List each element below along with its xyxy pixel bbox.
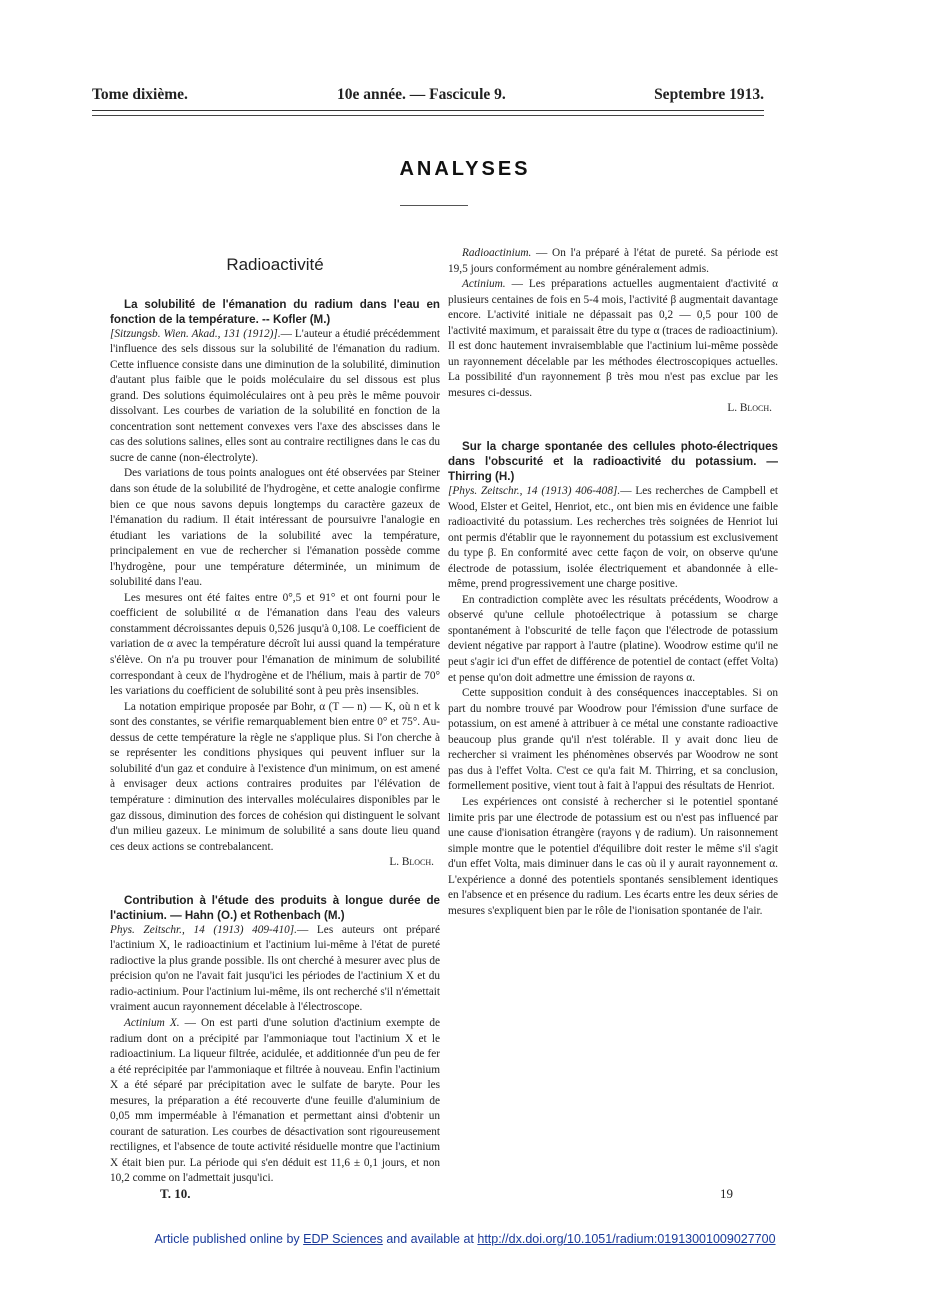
article-3-heading: Sur la charge spontanée des cellules photo-électriques dans l'obscurité et la radioactivité du potassium. — Thirring (H.) [448, 440, 778, 484]
article-1-paragraph-2: Des variations de tous points analogues ont été observées par Steiner dans son étude de la solubilité de l'hydrogène, et cette analogie confirme bien ce que nous savons depuis longtemps du caractère gazeux de l'émanation du radium. Il était intéressant de poursuivre l'analogie en étudiant les variations de la solubilité avec la température, principalement en vue de rechercher si l'émanation possède comme l'hydrogène, pour une température déterminée, un minimum de solubilité dans l'eau. [110, 467, 440, 589]
section-title: Radioactivité [226, 255, 324, 274]
footer-page-number: 19 [720, 1186, 733, 1201]
footer-volume: T. 10. [160, 1186, 191, 1201]
article-2-paragraph-3 [448, 246, 778, 277]
article-1-paragraph-4: La notation empirique proposée par Bohr, α (T — n) — K, où n et k sont des constantes, se vérifie remarquablement bien entre 0° et 75°. Au-dessus de cette température la règle ne s'applique plus. Si l'on cherche à se représenter les conditions physiques qui peuvent influer sur la solubilité d'un gaz et conduire à l'existence d'un minimum, on est amené à envisager deux actions contraires produites par l'élévation de température : diminution des intervalles moléculaires disponibles par le gaz dissous, diminution des forces de cohésion qui distinguent le solvant d'un milieu gazeux. Le minimum de solubilité a sans doute lieu quand ces deux actions se contrebalancent. [110, 700, 440, 853]
header-date: Septembre 1913. [654, 86, 764, 103]
article-1-text-1: — L'auteur a étudié précédemment l'influence des sels dissous sur la solubilité de l'émanation du radium. Cette influence consiste dans une diminution de la solubilité, diminution d'autant plus faible que le poids moléculaire du sel dissous est plus grand. Des solutions équimoléculaires ont à peu près le même pouvoir dissolvant. Les courbes de variation de la solubilité en fonction de la concentration sont nettement convexes vers l'axe des abscisses dans le cas des solutions salines, elles sont au contraire rectilignes dans le cas du sucre de canne (non-électrolyte). [110, 327, 440, 464]
header-issue: 10e année. — Fascicule 9. [337, 86, 506, 103]
article-3-paragraph [448, 484, 778, 593]
title-divider [400, 205, 468, 206]
article-2-paragraph [110, 923, 440, 1016]
article-3-text-1: — Les recherches de Campbell et Wood, Elster et Geitel, Henriot, etc., ont bien mis en évidence une faible radioactivité du potassium. Les recherches très soignées de Henriot lui ont permis d'établir que le rayonnement du potassium est exclusivement du type β. En conformité avec cette façon de voir, on observe qu'une électrode de potassium, isolée électriquement et abandonnée à elle-même, prend progressivement une charge positive. [448, 485, 778, 591]
article-1-paragraph [110, 327, 440, 467]
header-rule-thick [92, 110, 764, 111]
article-3-paragraph-4: Les expériences ont consisté à rechercher si le potentiel spontané limite pris par une électrode de potassium est ou n'est pas influencé par une cause d'ionisation étrangère (rayons γ de radium). Un raisonnement simple montre que le potentiel d'équilibre doit rester le même s'il s'agit d'un effet Volta, mais diminuer dans le cas où il y aurait rayonnement α. L'expérience a donné des potentiels spontanés sensiblement identiques en l'absence et en présence du radium. Les écarts entre les deux séries de mesures s'expliquent bien par le rôle de l'ionisation spontanée de l'air. [448, 795, 778, 917]
article-2-signature: L. Bloch. [727, 402, 772, 415]
spacer [110, 871, 440, 893]
article-2-heading: Contribution à l'étude des produits à longue durée de l'actinium. — Hahn (O.) et Rothenbach (M.) [110, 893, 440, 922]
notice-prefix: Article published online by [154, 1232, 300, 1246]
article-2-label-actinium: Actinium. [462, 278, 506, 291]
doi-link[interactable]: http://dx.doi.org/10.1051/radium:01913001009027700 [477, 1232, 776, 1246]
article-2-text-2: — On est parti d'une solution d'actinium exempte de radium dont on a précipité par l'ammoniaque tout l'actinium X et le radioactinium. La liqueur filtrée, acidulée, et additionnée d'un peu de fer a été reprécipitée par l'ammoniaque et filtrée à nouveau. Enfin l'actinium X a été séparé par précipitation avec le sulfate de baryte. Pour les mesures, la préparation a été recouverte d'une feuille d'aluminium de 0,05 mm imperméable à l'émanation et permettant ainsi d'obtenir un courant de saturation. Les courbes de désactivation sont rigoureusement rectilignes, et l'absence de toute activité résiduelle montre que l'actinium X était bien pur. La période qui s'en déduit est 11,6 ± 0,1 jours, et non 10,2 comme on l'admettait jusqu'ici. [110, 1016, 440, 1185]
article-1-paragraph-3: Les mesures ont été faites entre 0°,5 et 91° et ont fourni pour le coefficient de solubilité α de l'émanation dans l'eau des valeurs constamment décroissantes depuis 0,526 jusqu'à 0,108. Le coefficient de variation de α avec la température décroît lui aussi quand la température s'élève. On n'a pu trouver pour l'émanation de minimum de solubilité correspondant à ceux de l'hydrogène et de l'hélium, mais à partir de 70° les variations du coefficient de solubilité sont à peu près insensibles. [110, 591, 440, 698]
article-2-text-1: — Les auteurs ont préparé l'actinium X, le radioactinium et l'actinium lui-même à l'état de pureté radioctive la plus grande possible. Ils ont cherché à mesurer avec plus de précision qu'on ne l'avait fait jusqu'ici les périodes de l'actinium X et du radio-actinium. Pour l'actinium lui-même, ils ont recherché s'il n'émettait vraiment aucun rayonnement décelable à l'électroscope. [110, 923, 440, 1014]
article-3-paragraph-3: Cette supposition conduit à des conséquences inacceptables. Si on part du nombre trouvé par Woodrow pour l'émission d'une surface de potassium, on est amené à attribuer à ce métal une constante radioactive beaucoup plus grande qu'il n'est tolérable. Il y avait donc lieu de rechercher si vraiment les phénomènes observés par Woodrow ne sont pas dus à l'effet Volta. C'est ce qu'a fait M. Thirring, et sa conclusion, formellement positive, vient tout à fait à l'appui des résultats de Henriot. [448, 687, 778, 793]
article-2-text-3: — On l'a préparé à l'état de pureté. Sa période est 19,5 jours conformément au nombre généralement admis. [448, 247, 779, 275]
article-2-paragraph-4 [448, 277, 778, 401]
article-2-paragraph-2 [110, 1016, 440, 1187]
right-column [448, 246, 778, 919]
article-3-paragraph-2: En contradiction complète avec les résultats précédents, Woodrow a observé qu'une cellule photoélectrique à potassium se charge spontanément à l'obscurité de telle façon que l'électrode de potassium devient négative par rapport à l'autre (platine). Woodrow estime qu'il ne peut s'agir ici d'un effet de différence de potentiel de contact (effet Volta) et pense qu'on doit admettre une émission de rayons α. [448, 593, 778, 684]
left-column [110, 245, 440, 1187]
page-title: ANALYSES [399, 158, 531, 180]
header-volume: Tome dixième. [92, 86, 188, 103]
article-1-heading: La solubilité de l'émanation du radium dans l'eau en fonction de la température. -- Kofler (M.) [110, 297, 440, 326]
article-2-text-4: — Les préparations actuelles augmentaient d'activité α plusieurs centaines de fois en 5-4 mois, l'activité β augmentait davantage encore. L'activité initiale ne dépassait pas 0,2 — 0,5 pour 100 de l'activité maximum, et paraissait être du type α (traces de radioactinium). Il est donc hautement invraisemblable que l'actinium lui-même possède un rayonnement décelable par les méthodes électroscopiques actuelles. La possibilité d'un rayonnement β très mou n'est pas exclue par les mesures ci-dessus. [448, 278, 779, 399]
running-header [92, 86, 764, 108]
article-1-signature: L. Bloch. [389, 856, 434, 869]
article-1-reference: [Sitzungsb. Wien. Akad., 131 (1912)]. [110, 327, 281, 340]
notice-middle: and available at [386, 1232, 474, 1246]
article-3-reference: [Phys. Zeitschr., 14 (1913) 406-408]. [448, 485, 621, 498]
article-2-label-actinium-x: Actinium X. [124, 1016, 180, 1029]
article-2-reference: Phys. Zeitschr., 14 (1913) 409-410]. [110, 923, 297, 936]
spacer [448, 417, 778, 439]
publication-notice [0, 1232, 930, 1246]
publisher-link[interactable]: EDP Sciences [303, 1232, 383, 1246]
article-2-label-radioactinium: Radioactinium. [462, 247, 532, 259]
header-rule-thin [92, 115, 764, 116]
